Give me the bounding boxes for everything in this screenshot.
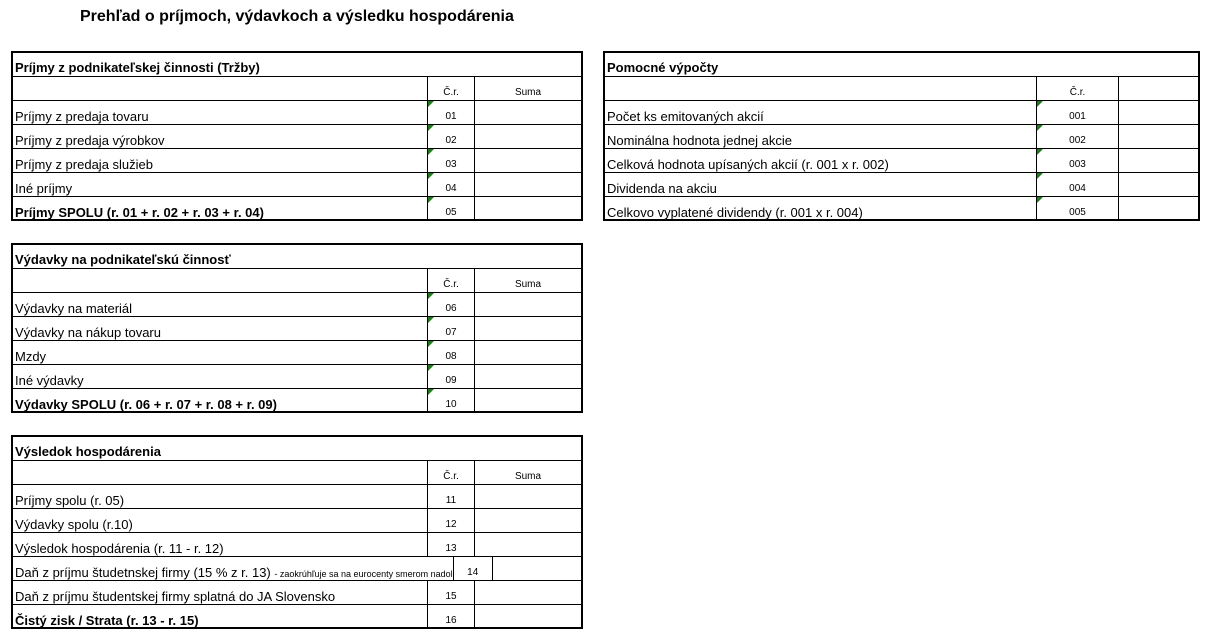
table-row: [13, 101, 581, 125]
page-title: Prehľad o príjmoch, výdavkoch a výsledku hospodárenia: [80, 8, 514, 25]
result-table: [11, 435, 583, 629]
row-number-cell[interactable]: 001: [1036, 101, 1118, 124]
comment-marker-icon: [428, 341, 434, 347]
row-number-cell[interactable]: 003: [1036, 149, 1118, 172]
table-row: [605, 197, 1198, 219]
comment-marker-icon: [1037, 149, 1043, 155]
value-cell[interactable]: [1118, 125, 1198, 148]
comment-marker-icon: [428, 125, 434, 131]
comment-marker-icon: [428, 173, 434, 179]
row-label: Nominálna hodnota jednej akcie: [607, 133, 793, 148]
row-number-cell[interactable]: 09: [427, 365, 474, 388]
row-number-cell[interactable]: 10: [427, 389, 474, 411]
row-label: Čistý zisk / Strata (r. 13 - r. 15): [15, 613, 199, 628]
row-label: Celkovo vyplatené dividendy (r. 001 x r. 004): [607, 205, 863, 220]
sum-cell[interactable]: [474, 149, 581, 172]
comment-marker-icon: [1037, 173, 1043, 179]
row-number-cell[interactable]: 04: [427, 173, 474, 196]
table-row: [13, 125, 581, 149]
row-label: Daň z príjmu študentskej firmy splatná do JA Slovensko: [15, 589, 336, 604]
sum-cell[interactable]: [474, 485, 581, 508]
table-row: [13, 173, 581, 197]
row-label: Príjmy z predaja služieb: [15, 157, 153, 172]
row-label: Mzdy: [15, 349, 47, 364]
aux-table-title: Pomocné výpočty: [605, 53, 1198, 77]
sum-cell[interactable]: [492, 557, 581, 580]
row-number-cell[interactable]: 07: [427, 317, 474, 340]
row-label-main: Daň z príjmu študetnskej firmy (15 % z r. 13): [15, 565, 271, 580]
comment-marker-icon: [428, 197, 434, 203]
row-label: Iné príjmy: [15, 181, 73, 196]
sum-cell[interactable]: [474, 293, 581, 316]
row-number-cell[interactable]: 13: [427, 533, 474, 556]
column-header-sum: Suma: [474, 269, 581, 292]
comment-marker-icon: [428, 365, 434, 371]
sum-cell[interactable]: [474, 365, 581, 388]
row-label: Výsledok hospodárenia (r. 11 - r. 12): [15, 541, 224, 556]
expenses-table-title: Výdavky na podnikateľskú činnosť: [13, 245, 581, 269]
column-header-cr: Č.r.: [1036, 77, 1118, 100]
table-row: [605, 173, 1198, 197]
row-number-cell[interactable]: 004: [1036, 173, 1118, 196]
result-column-header-row: [13, 461, 581, 485]
table-row-total: [13, 389, 581, 411]
row-number-cell[interactable]: 08: [427, 341, 474, 364]
income-table: [11, 51, 583, 221]
row-number-cell[interactable]: 06: [427, 293, 474, 316]
table-row: [13, 485, 581, 509]
row-number-cell[interactable]: 005: [1036, 197, 1118, 219]
comment-marker-icon: [1037, 101, 1043, 107]
table-row: [13, 341, 581, 365]
comment-marker-icon: [428, 293, 434, 299]
comment-marker-icon: [428, 149, 434, 155]
comment-marker-icon: [428, 389, 434, 395]
value-cell[interactable]: [1118, 197, 1198, 219]
row-label-note: - zaokrúhľuje sa na eurocenty smerom nadol: [274, 569, 453, 579]
expenses-column-header-row: [13, 269, 581, 293]
income-table-title: Príjmy z podnikateľskej činnosti (Tržby): [13, 53, 581, 77]
table-row-total: [13, 605, 581, 627]
row-number-cell[interactable]: 16: [427, 605, 474, 627]
row-number-cell[interactable]: 11: [427, 485, 474, 508]
row-number-cell[interactable]: 02: [427, 125, 474, 148]
row-label: Výdavky spolu (r.10): [15, 517, 133, 532]
comment-marker-icon: [428, 101, 434, 107]
row-label: Celková hodnota upísaných akcií (r. 001 x r. 002): [607, 157, 889, 172]
comment-marker-icon: [1037, 125, 1043, 131]
row-label: Počet ks emitovaných akcií: [607, 109, 764, 124]
sum-cell[interactable]: [474, 197, 581, 219]
column-header-cr: Č.r.: [427, 77, 474, 100]
sum-cell[interactable]: [474, 341, 581, 364]
table-row: [605, 101, 1198, 125]
table-row: [13, 509, 581, 533]
row-label: Príjmy z predaja výrobkov: [15, 133, 165, 148]
sum-cell[interactable]: [474, 101, 581, 124]
row-label: Príjmy SPOLU (r. 01 + r. 02 + r. 03 + r. 04): [15, 205, 264, 220]
column-header-cr: Č.r.: [427, 269, 474, 292]
column-header-sum: Suma: [474, 461, 581, 484]
row-number-cell[interactable]: 14: [453, 557, 492, 580]
sum-cell[interactable]: [474, 581, 581, 604]
row-label: Príjmy z predaja tovaru: [15, 109, 149, 124]
sum-cell[interactable]: [474, 317, 581, 340]
row-number-cell[interactable]: 05: [427, 197, 474, 219]
row-label: Dividenda na akciu: [607, 181, 717, 196]
comment-marker-icon: [428, 317, 434, 323]
table-row: [605, 149, 1198, 173]
row-number-cell[interactable]: 002: [1036, 125, 1118, 148]
sum-cell[interactable]: [474, 389, 581, 411]
result-table-title: Výsledok hospodárenia: [13, 437, 581, 461]
row-number-cell[interactable]: 03: [427, 149, 474, 172]
table-row: [13, 317, 581, 341]
value-cell[interactable]: [1118, 149, 1198, 172]
sum-cell[interactable]: [474, 509, 581, 532]
row-number-cell[interactable]: 01: [427, 101, 474, 124]
column-header-sum: [1118, 77, 1198, 100]
value-cell[interactable]: [1118, 101, 1198, 124]
table-row: [13, 533, 581, 557]
aux-column-header-row: [605, 77, 1198, 101]
comment-marker-icon: [1037, 197, 1043, 203]
table-row: [13, 293, 581, 317]
aux-table: [603, 51, 1200, 221]
row-label: Príjmy spolu (r. 05): [15, 493, 125, 508]
row-number-cell[interactable]: 12: [427, 509, 474, 532]
sum-cell[interactable]: [474, 605, 581, 627]
table-row: [13, 581, 581, 605]
row-label: [13, 557, 453, 580]
row-label: Výdavky na nákup tovaru: [15, 325, 161, 340]
row-number-cell[interactable]: 15: [427, 581, 474, 604]
table-row: [13, 557, 581, 581]
sum-cell[interactable]: [474, 173, 581, 196]
table-row: [13, 149, 581, 173]
sum-cell[interactable]: [474, 125, 581, 148]
row-label: Iné výdavky: [15, 373, 84, 388]
table-row-total: [13, 197, 581, 219]
table-row: [13, 365, 581, 389]
row-label: Výdavky na materiál: [15, 301, 133, 316]
table-row: [605, 125, 1198, 149]
value-cell[interactable]: [1118, 173, 1198, 196]
column-header-cr: Č.r.: [427, 461, 474, 484]
sum-cell[interactable]: [474, 533, 581, 556]
expenses-table: [11, 243, 583, 413]
income-column-header-row: [13, 77, 581, 101]
row-label: Výdavky SPOLU (r. 06 + r. 07 + r. 08 + r. 09): [15, 397, 277, 412]
column-header-sum: Suma: [474, 77, 581, 100]
